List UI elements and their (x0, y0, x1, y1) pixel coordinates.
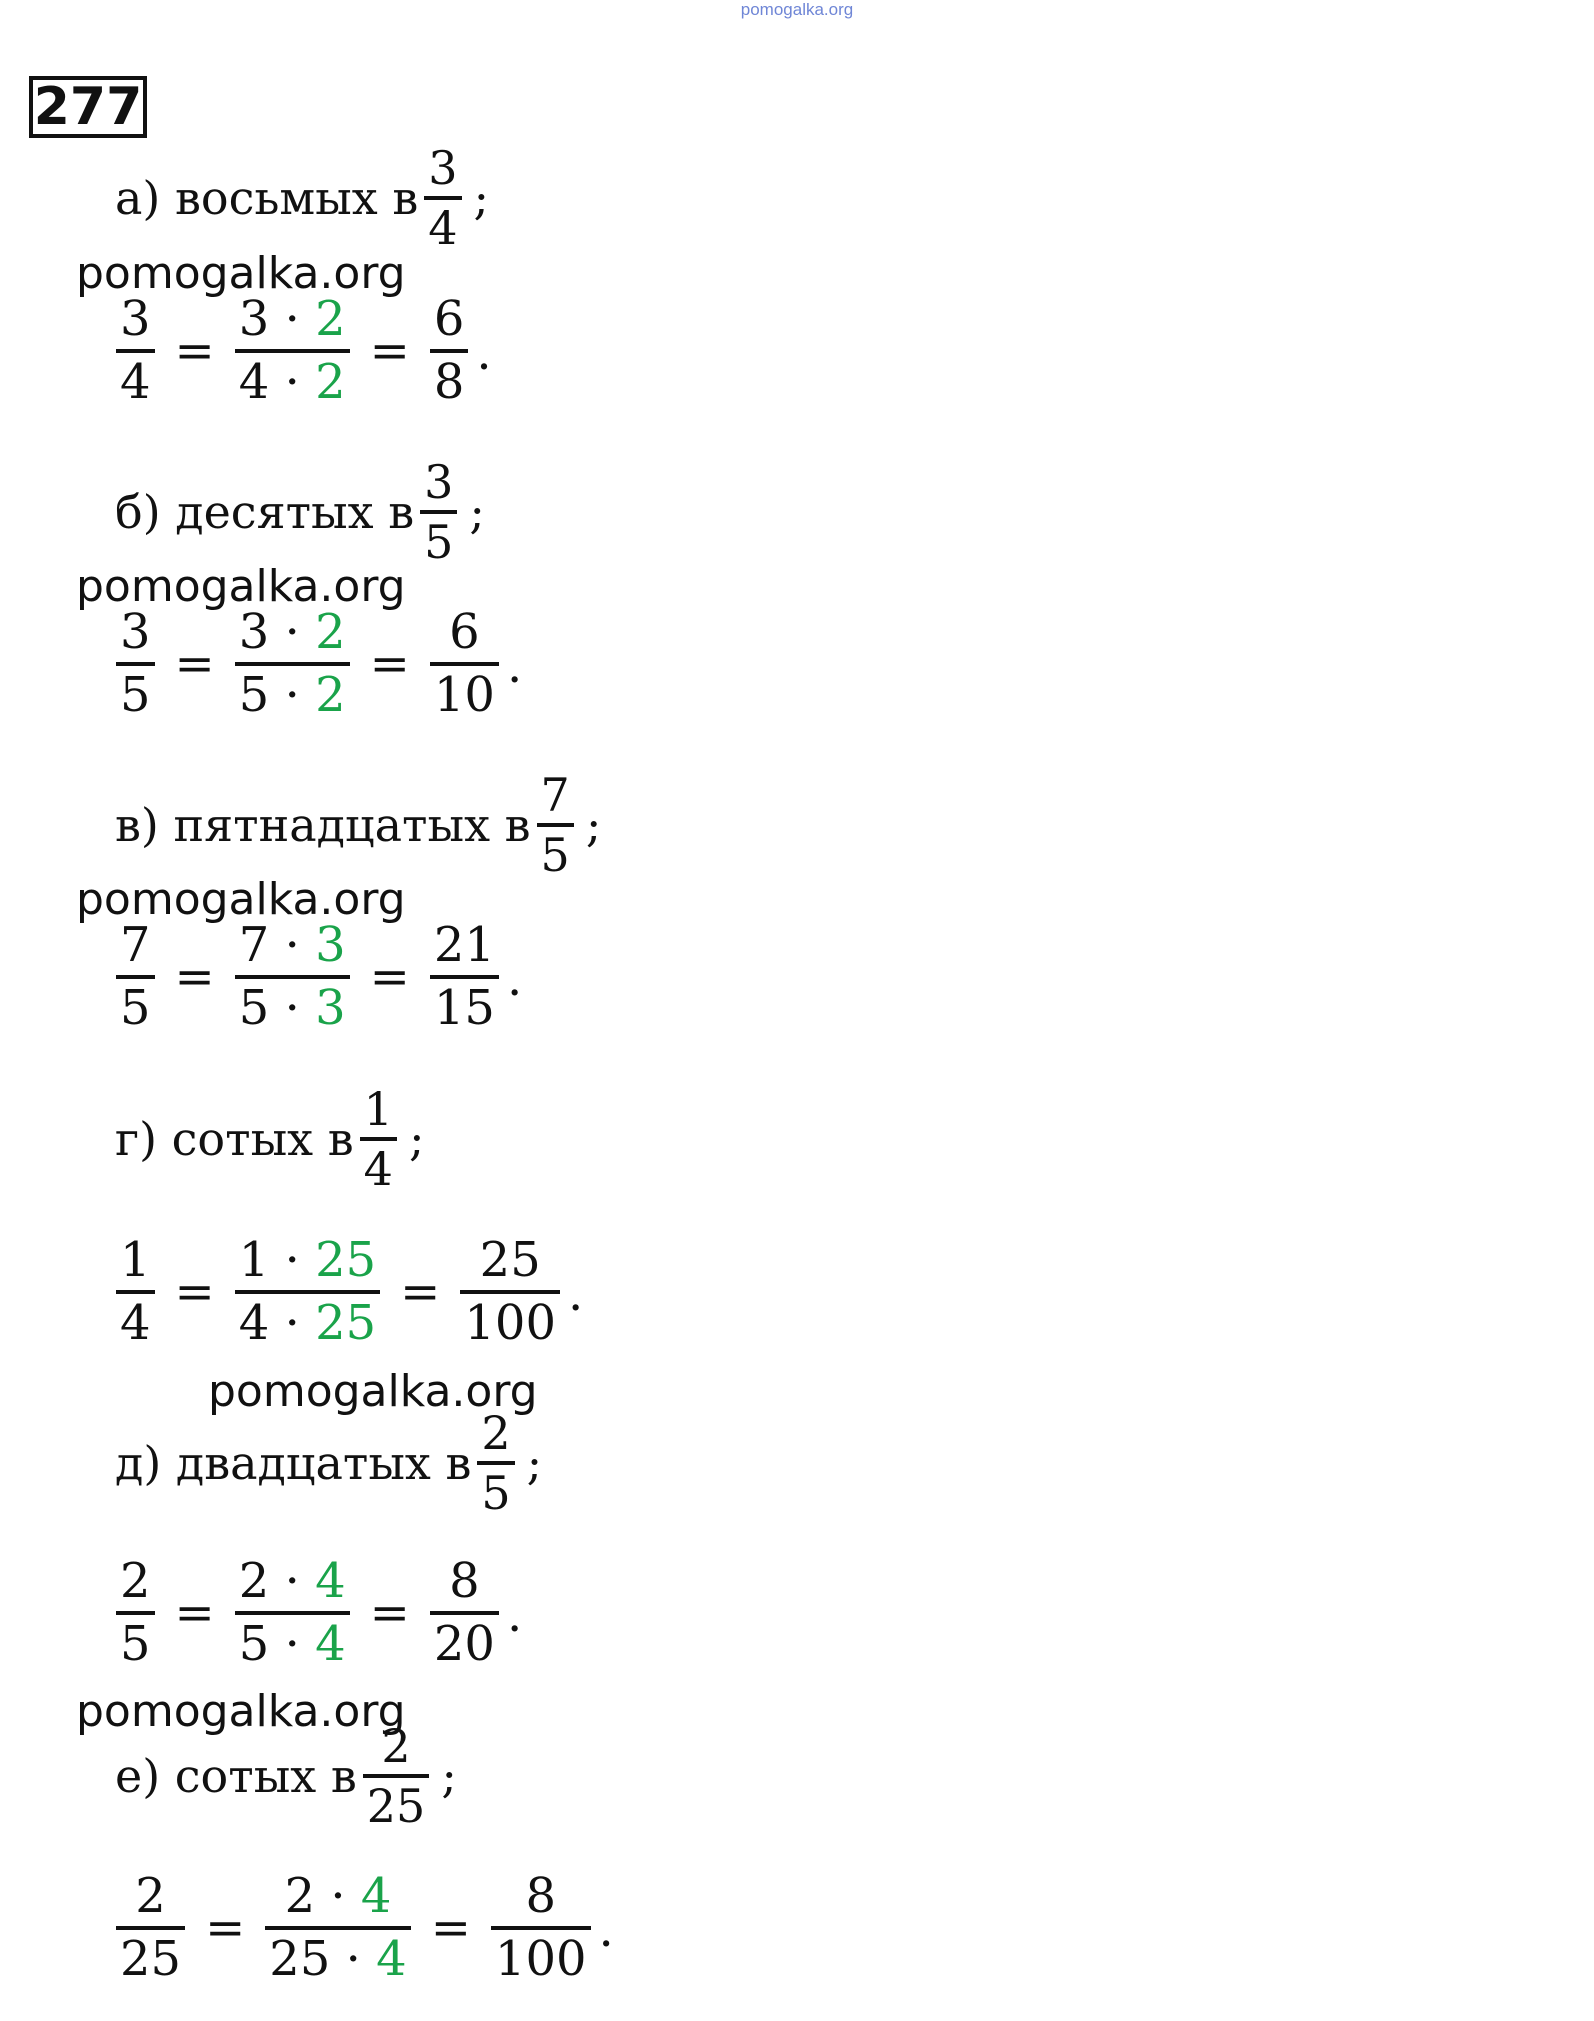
denominator (235, 979, 350, 1038)
numerator: 8 (525, 1868, 556, 1924)
denominator: 5 (540, 828, 570, 883)
task-f-heading (115, 1718, 457, 1834)
semicolon: ; (441, 1749, 457, 1804)
period: . (506, 1587, 523, 1644)
numerator (281, 1867, 396, 1926)
period: . (506, 638, 523, 695)
period: . (598, 1902, 614, 1959)
denominator: 8 (433, 353, 465, 410)
denominator: 25 (120, 1930, 182, 1987)
task-a-equation (110, 290, 492, 411)
semicolon: ; (585, 798, 602, 853)
denominator-base: 5 · (238, 979, 300, 1036)
fraction-result (491, 1867, 591, 1988)
multiplier: 4 (315, 1615, 346, 1672)
denominator: 5 (424, 515, 454, 570)
denominator: 4 (120, 1294, 151, 1351)
multiplier: 25 (315, 1294, 377, 1351)
target-fraction (424, 140, 461, 256)
numerator: 3 (428, 141, 458, 195)
task-d-heading (115, 1081, 424, 1197)
equals-sign: = (369, 635, 410, 692)
target-fraction (477, 1405, 514, 1521)
multiplier: 4 (360, 1868, 392, 1924)
numerator (235, 1552, 350, 1611)
task-c-heading (115, 767, 601, 883)
semicolon: ; (473, 171, 490, 226)
site-header-link[interactable]: pomogalka.org (740, 0, 854, 19)
equals-sign: = (174, 1584, 215, 1641)
numerator-base: 3 · (238, 291, 300, 347)
task-label: в) пятнадцатых в (115, 798, 531, 853)
numerator: 3 (120, 291, 151, 347)
fraction-result (430, 1552, 499, 1673)
equals-sign: = (369, 1584, 410, 1641)
numerator: 7 (120, 917, 151, 973)
numerator: 2 (120, 1553, 151, 1609)
multiplier: 25 (315, 1232, 377, 1288)
denominator: 25 (366, 1779, 426, 1834)
task-c-equation (110, 916, 522, 1037)
numerator: 2 (135, 1868, 166, 1924)
denominator: 4 (428, 201, 458, 256)
task-number-box: 277 (29, 76, 147, 138)
numerator: 6 (449, 604, 480, 660)
numerator: 3 (424, 455, 454, 509)
fraction-result (460, 1231, 560, 1352)
task-label: д) двадцатых в (115, 1436, 472, 1491)
numerator-base: 7 · (238, 917, 300, 973)
watermark-text: pomogalka.org (76, 561, 406, 612)
numerator: 21 (433, 917, 495, 973)
multiplier: 2 (315, 291, 346, 347)
fraction-original (116, 1867, 185, 1988)
denominator-base: 5 · (238, 1615, 300, 1672)
task-d-equation (110, 1231, 583, 1352)
numerator-base: 2 · (238, 1553, 300, 1609)
equals-sign: = (174, 635, 215, 692)
task-label: г) сотых в (115, 1112, 354, 1167)
numerator (235, 290, 350, 349)
watermark-text: pomogalka.org (76, 248, 406, 299)
denominator: 4 (120, 353, 151, 410)
period: . (568, 1266, 584, 1323)
fraction-original (116, 1552, 155, 1673)
denominator-base: 5 · (238, 666, 300, 723)
numerator: 1 (363, 1082, 393, 1136)
multiplier: 3 (315, 979, 346, 1036)
target-fraction (363, 1718, 430, 1834)
numerator: 25 (479, 1232, 541, 1288)
equals-sign: = (174, 948, 215, 1005)
equals-sign: = (369, 322, 410, 379)
fraction-original (116, 603, 155, 724)
numerator (235, 1231, 380, 1290)
task-e-heading (115, 1405, 542, 1521)
task-e-equation (110, 1552, 522, 1673)
equals-sign: = (174, 1263, 215, 1320)
equals-sign: = (430, 1899, 471, 1956)
watermark-text: pomogalka.org (208, 1366, 538, 1417)
fraction-expanded (265, 1867, 410, 1988)
target-fraction (537, 767, 574, 883)
denominator: 5 (481, 1466, 511, 1521)
numerator-base: 1 · (238, 1232, 300, 1288)
watermark-text: pomogalka.org (76, 1686, 406, 1737)
task-b-heading (115, 454, 485, 570)
denominator-base: 4 · (238, 353, 300, 410)
fraction-expanded (235, 1552, 350, 1673)
task-label: е) сотых в (115, 1749, 357, 1804)
equals-sign: = (174, 322, 215, 379)
fraction-result (430, 290, 469, 411)
denominator (235, 666, 350, 725)
fraction-expanded (235, 290, 350, 411)
denominator: 4 (363, 1142, 393, 1197)
target-fraction (360, 1081, 397, 1197)
task-f-equation (110, 1867, 614, 1988)
numerator-base: 3 · (238, 604, 300, 660)
semicolon: ; (469, 485, 485, 540)
fraction-expanded (235, 603, 350, 724)
fraction-expanded (235, 916, 350, 1037)
multiplier: 3 (315, 917, 346, 973)
denominator (235, 1615, 350, 1674)
task-b-equation (110, 603, 522, 724)
multiplier: 2 (315, 666, 346, 723)
semicolon: ; (526, 1436, 543, 1491)
fraction-original (116, 916, 155, 1037)
equals-sign: = (369, 948, 410, 1005)
fraction-original (116, 1231, 155, 1352)
fraction-result (430, 916, 499, 1037)
fraction-expanded (235, 1231, 380, 1352)
numerator: 3 (120, 604, 151, 660)
watermark-text: pomogalka.org (76, 874, 406, 925)
task-label: б) десятых в (115, 485, 415, 540)
fraction-result (430, 603, 499, 724)
denominator: 100 (464, 1294, 557, 1351)
denominator: 15 (433, 979, 495, 1036)
task-a-heading (115, 140, 489, 256)
numerator (235, 603, 350, 662)
target-fraction (420, 454, 457, 570)
equals-sign: = (205, 1899, 246, 1956)
multiplier: 2 (315, 353, 346, 410)
period: . (506, 951, 523, 1008)
multiplier: 2 (315, 604, 346, 660)
denominator: 20 (433, 1615, 495, 1672)
numerator: 2 (381, 1719, 411, 1773)
numerator: 2 (481, 1406, 511, 1460)
denominator (265, 1930, 410, 1989)
denominator (235, 353, 350, 412)
multiplier: 4 (315, 1553, 346, 1609)
numerator: 1 (120, 1232, 151, 1288)
fraction-original (116, 290, 155, 411)
numerator: 7 (540, 768, 570, 822)
task-label: а) восьмых в (115, 171, 419, 226)
denominator: 5 (120, 979, 151, 1036)
numerator: 6 (433, 291, 465, 347)
multiplier: 4 (376, 1930, 407, 1987)
semicolon: ; (408, 1112, 425, 1167)
denominator: 5 (120, 1615, 151, 1672)
period: . (476, 325, 492, 382)
denominator-base: 4 · (238, 1294, 300, 1351)
equals-sign: = (400, 1263, 441, 1320)
numerator: 8 (449, 1553, 480, 1609)
denominator: 10 (433, 666, 495, 723)
denominator: 5 (120, 666, 151, 723)
denominator (235, 1294, 380, 1353)
numerator-base: 2 · (284, 1868, 346, 1924)
denominator-base: 25 · (269, 1930, 361, 1987)
numerator (235, 916, 350, 975)
denominator: 100 (494, 1930, 587, 1987)
